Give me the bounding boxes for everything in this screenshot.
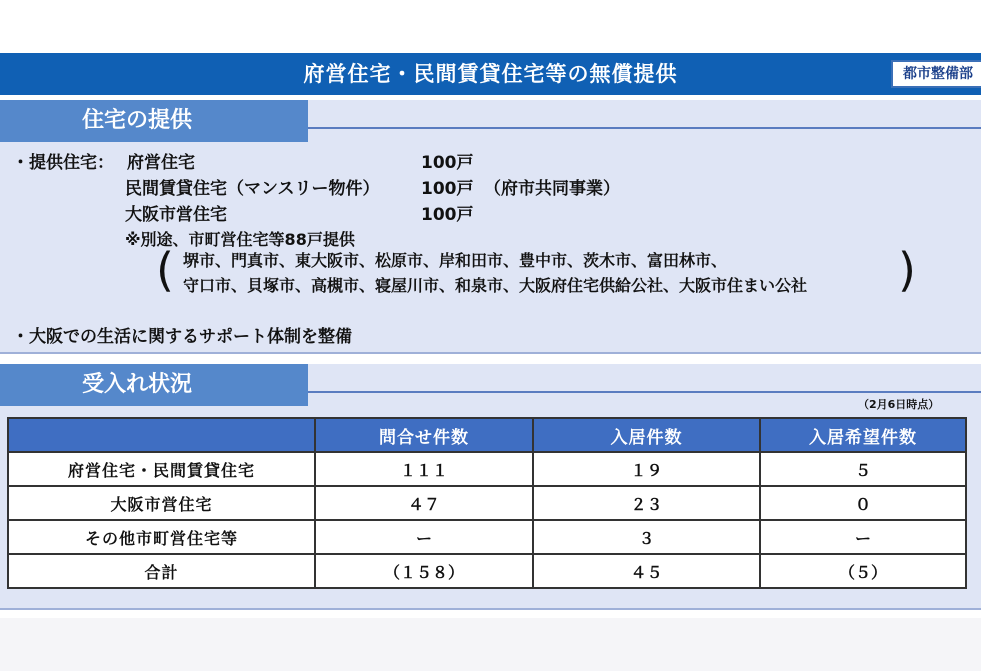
additional-housing-note: ※別途、市町営住宅等88戸提供 xyxy=(125,230,355,249)
housing-item-count: 100戸 xyxy=(421,205,474,225)
footer-area xyxy=(0,618,981,671)
table-row xyxy=(8,520,966,554)
status-table xyxy=(7,417,967,589)
title-bar xyxy=(0,53,981,95)
table-cell: １９ xyxy=(533,452,760,486)
page-title: 府営住宅・民間賃貸住宅等の無償提供 xyxy=(303,62,678,86)
table-cell: （５） xyxy=(760,554,966,588)
table-cell: ー xyxy=(760,520,966,554)
section-divider xyxy=(308,391,981,393)
row-label: 大阪市営住宅 xyxy=(8,486,315,520)
right-bracket: ) xyxy=(898,243,916,297)
table-cell: ２３ xyxy=(533,486,760,520)
status-section-tab: 受入れ状況 xyxy=(0,364,308,406)
section-divider xyxy=(308,127,981,129)
housing-section-tab: 住宅の提供 xyxy=(0,100,308,142)
table-header-row xyxy=(8,418,966,452)
department-badge: 都市整備部 xyxy=(891,60,981,88)
table-cell: ４７ xyxy=(315,486,533,520)
column-header: 入居件数 xyxy=(533,418,760,452)
housing-item-name: 民間賃貸住宅（マンスリー物件） xyxy=(125,179,380,199)
acceptance-status-panel xyxy=(0,364,981,610)
table-cell: （１５８） xyxy=(315,554,533,588)
table-cell: ５ xyxy=(760,452,966,486)
table-cell: １１１ xyxy=(315,452,533,486)
housing-item-name: 府営住宅 xyxy=(127,153,195,173)
table-cell: ４５ xyxy=(533,554,760,588)
table-cell: ー xyxy=(315,520,533,554)
cities-list-line: 守口市、貝塚市、高槻市、寝屋川市、和泉市、大阪府住宅供給公社、大阪市住まい公社 xyxy=(183,276,808,295)
left-bracket: ( xyxy=(156,243,174,297)
table-row xyxy=(8,554,966,588)
provided-housing-label: ・提供住宅： xyxy=(12,153,114,173)
column-header: 入居希望件数 xyxy=(760,418,966,452)
cities-list-line: 堺市、門真市、東大阪市、松原市、岸和田市、豊中市、茨木市、富田林市、 xyxy=(183,251,728,270)
row-label: その他市町営住宅等 xyxy=(8,520,315,554)
housing-item-note: （府市共同事業） xyxy=(484,179,620,199)
housing-item-count: 100戸 xyxy=(421,179,474,199)
column-header: 問合せ件数 xyxy=(315,418,533,452)
column-header xyxy=(8,418,315,452)
table-row xyxy=(8,486,966,520)
table-row xyxy=(8,452,966,486)
row-label: 合計 xyxy=(8,554,315,588)
row-label: 府営住宅・民間賃貸住宅 xyxy=(8,452,315,486)
table-cell: ３ xyxy=(533,520,760,554)
housing-provision-panel xyxy=(0,100,981,354)
housing-item-name: 大阪市営住宅 xyxy=(125,205,227,225)
housing-item-count: 100戸 xyxy=(421,153,474,173)
table-cell: ０ xyxy=(760,486,966,520)
as-of-date: （2月6日時点） xyxy=(858,398,940,411)
support-line: ・大阪での生活に関するサポート体制を整備 xyxy=(12,327,352,347)
